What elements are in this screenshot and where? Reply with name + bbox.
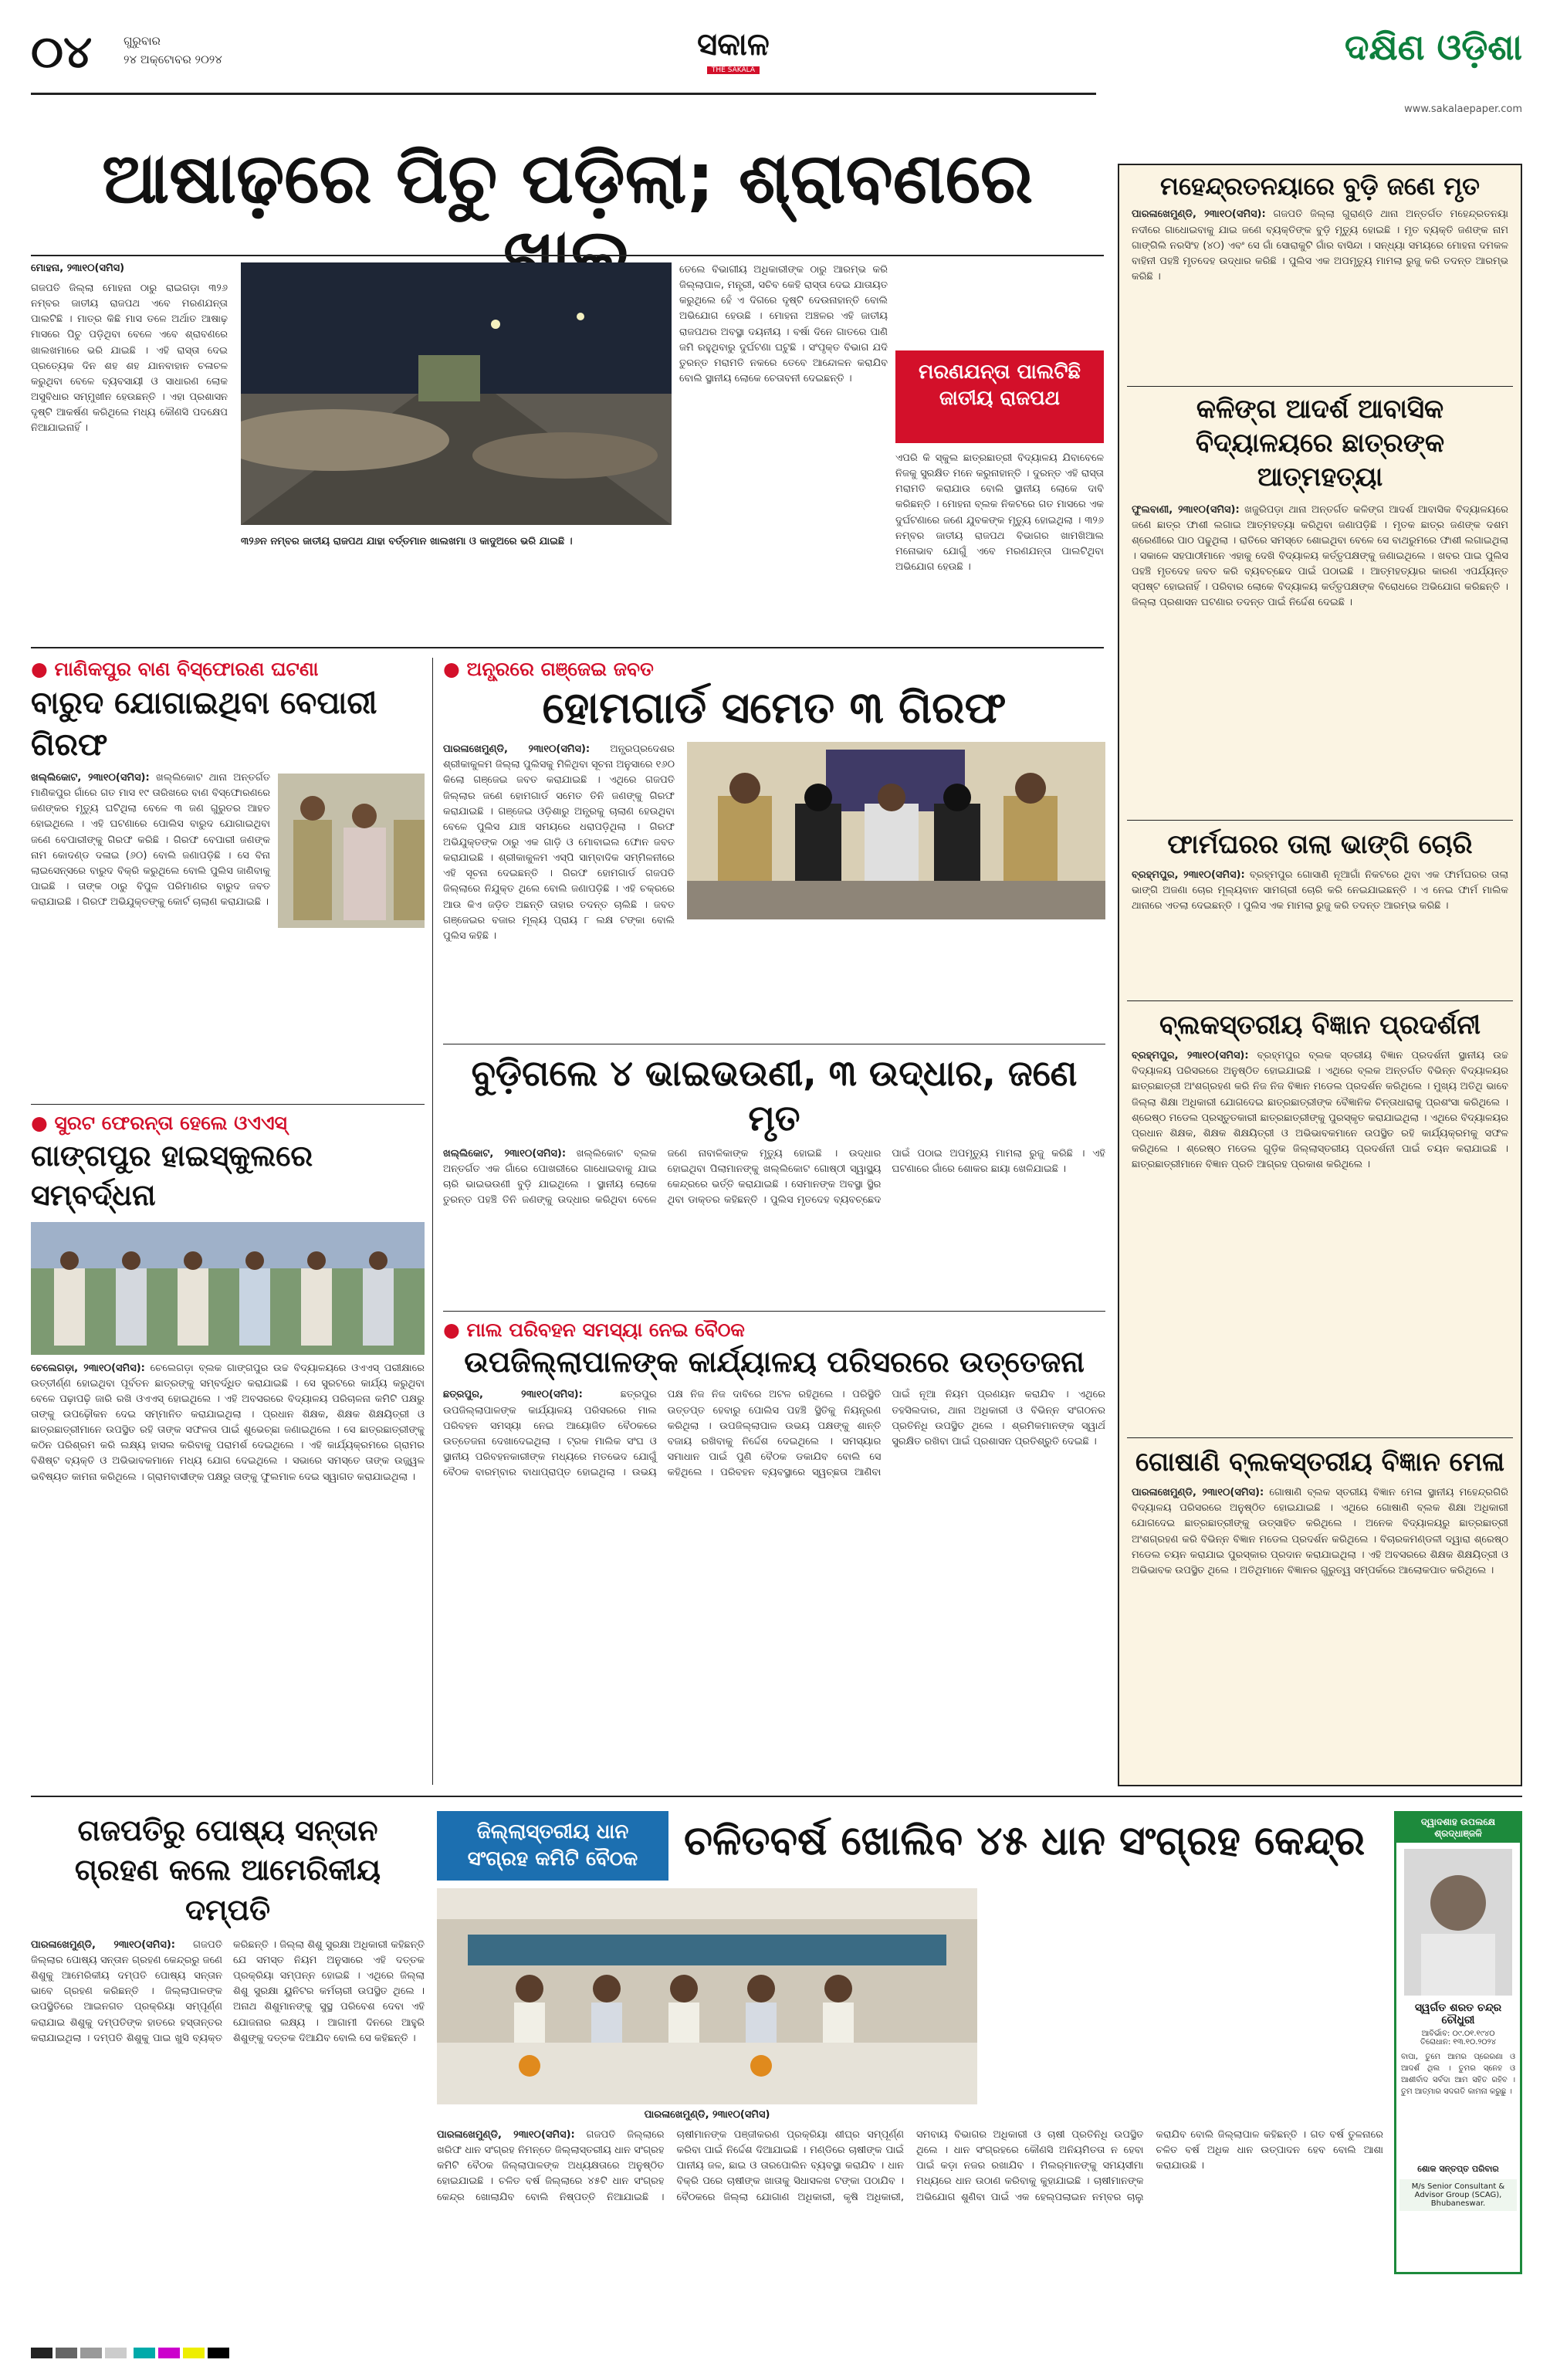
right-story-4-dateline: ବ୍ରହ୍ମପୁର, ୨୩ା୧୦(ସମିସ): — [1132, 1050, 1249, 1062]
arrest-photo — [278, 774, 425, 928]
right-rule-4 — [1127, 1437, 1513, 1438]
lead-col1: ଗଜପତି ଜିଲ୍ଲା ମୋହନା ଠାରୁ ରାଇଗଡ଼ା ୩୨୬ ନମ୍ବର ଜାତୀୟ ରାଜପଥ ଏବେ ମରଣଯନ୍ତା ପାଲଟିଛି । ମାତ୍ର କିଛି ମାସ ତଳେ ଅର୍ଥାତ ଆଷାଢ଼ ମାସରେ ପିଚୁ ପଡ଼ିଥିବା ବେଳେ ଏବେ ଶ୍ରାବଣରେ ଖାଲଖମାରେ ଭରି ଯାଇଛି । ଏହି ରାସ୍ତା ଦେଇ ପ୍ରତ୍ୟେକ ଦିନ ଶହ ଶହ ଯାନବାହାନ ଚଳାଚଳ କରୁଥିବା ବେଳେ ବ୍ୟବସାୟୀ ଓ ସାଧାରଣ ଲୋକ ଅସୁବିଧାର ସମ୍ମୁଖୀନ ହେଉଛନ୍ତି । ଏହା ପ୍ରଶାସନ ଦୃଷ୍ଟି ଆକର୍ଷଣ କରିଥିଲେ ମଧ୍ୟ କୌଣସି ପଦକ୍ଷେପ ନିଆଯାଇନାହିଁ । — [31, 283, 228, 435]
right-story-2-dateline: ଫୁଲବାଣୀ, ୨୩ା୧୦(ସମିସ): — [1132, 503, 1240, 516]
lead-col3: ତେଲେ ବିଭାଗୀୟ ଅଧିକାରୀଙ୍କ ଠାରୁ ଆରମ୍ଭ କରି ଜିଲ୍ଲାପାଳ, ମନ୍ତ୍ରୀ, ସଚିବ କେହି ରାସ୍ତା ଦେଇ ଯାତାୟତ କରୁଥିଲେ ହେଁ ଏ ଦିଗରେ ଦୃଷ୍ଟି ଦେଉନାହାନ୍ତି ବୋଲି ଅଭିଯୋଗ ହେଉଛି । ମୋହନା ଅଞ୍ଚଳର ଏହି ଜାତୀୟ ରାଜପଥର ଅବସ୍ଥା ଦୟନୀୟ । ବର୍ଷା ଦିନେ ଗାତରେ ପାଣି ଜମି ରହୁଥିବାରୁ ଦୁର୍ଘଟଣା ଘଟୁଛି । ସଂପୃକ୍ତ ବିଭାଗ ଯଦି ତୁରନ୍ତ ମରାମତି ନକରେ ତେବେ ଆନ୍ଦୋଳନ କରାଯିବ ବୋଲି ସ୍ଥାନୀୟ ଲୋକେ ଚେତାବନୀ ଦେଇଛନ୍ତି । — [679, 264, 888, 384]
paper-logo — [648, 29, 818, 75]
ad-text: ବାପା, ତୁମେ ଆମର ପ୍ରେରଣା ଓ ଆଦର୍ଶ ଥିଲ । ତୁମର ସ୍ନେହ ଓ ଆଶୀର୍ବାଦ ସର୍ବଦା ଆମ ସହିତ ରହିବ । ତୁମ ଆତ୍ମାର ସଦଗତି କାମନା କରୁଛୁ । — [1401, 2053, 1515, 2096]
left-story-2-body — [31, 1361, 425, 1793]
right-story-4-head: ବ୍ଲକସ୍ତରୀୟ ବିଜ୍ଞାନ ପ୍ରଦର୍ଶନୀ — [1159, 1010, 1481, 1041]
lead-dateline: ମୋହନା, ୨୩ା୧୦(ସମିସ) — [31, 262, 125, 274]
center-story-1-dateline: ପାରଳାଖେମୁଣ୍ଡି, ୨୩ା୧୦(ସମିସ): — [443, 743, 591, 756]
left-story-1-kicker: ● ମାଣିକପୁର ବାଣ ବିସ୍ଫୋରଣ ଘଟଣା — [31, 658, 425, 681]
website: www.sakalaepaper.com — [1404, 103, 1522, 115]
ad-birth: ଆବିର୍ଭାବ: ୦୯.୦୧.୧୯୪୦ — [1421, 2030, 1495, 2038]
lead-headline: ଆଷାଢ଼ରେ ପିଚୁ ପଡ଼ିଲା; ଶ୍ରାବଣରେ — [101, 138, 1034, 219]
right-story-5-head: ଗୋଷାଣି ବ୍ଲକସ୍ତରୀୟ ବିଜ୍ଞାନ ମେଳା — [1135, 1447, 1504, 1478]
lead-kicker-text: ମରଣଯନ୍ତା ପାଲଟିଛି ଜାତୀୟ ରାଜପଥ — [919, 361, 1081, 410]
lead-kicker-box — [895, 350, 1104, 443]
left-story-1-text: ଖଲ୍ଲିକୋଟ ଥାନା ଅନ୍ତର୍ଗତ ମାଣିକପୁର ଗାଁରେ ଗତ ମାସ ୧୯ ତାରିଖରେ ବାଣ ବିସ୍ଫୋରଣରେ ଜଣଙ୍କର ମୃତ୍ୟୁ ଘଟିଥିଲା ବେଳେ ୩ ଜଣ ଗୁରୁତର ଆହତ ହୋଇଥିଲେ । ଏହି ଘଟଣାରେ ପୋଲିସ ବାରୁଦ ଯୋଗାଇଥିବା ଜଣେ ବେପାରୀଙ୍କୁ ଗିରଫ କରିଛି । ଗିରଫ ବେପାରୀ ଜଣଙ୍କ ନାମ କୋଦଣ୍ଡ ଦଳାଇ (୬୦) ବୋଲି ଜଣାପଡ଼ିଛି । ସେ ବିନା ଲାଇସେନ୍ସରେ ବାରୁଦ ବିକ୍ରି କରୁଥିଲେ ବୋଲି ପୁଲିସ ଜାଣିବାକୁ ପାଇଛି । ତାଙ୍କ ଠାରୁ ବିପୁଳ ପରିମାଣର ବାରୁଦ ଜବତ କରାଯାଇଛି । ଗିରଫ ଅଭିଯୁକ୍ତଙ୍କୁ କୋର୍ଟ ଚାଲାଣ କରାଯାଇଛି । — [31, 772, 270, 909]
right-story-5-text: ଗୋଷାଣି ବ୍ଲକ ସ୍ତରୀୟ ବିଜ୍ଞାନ ମେଳା ସ୍ଥାନୀୟ ମହେନ୍ଦ୍ରଗିରି ବିଦ୍ୟାଳୟ ପରିସରରେ ଅନୁଷ୍ଠିତ ହୋଇଯାଇଛି । ଏଥିରେ ଗୋଷାଣି ବ୍ଲକ ଶିକ୍ଷା ଅଧିକାରୀ ଯୋଗଦେଇ ଛାତ୍ରଛାତ୍ରୀଙ୍କୁ ଉତ୍ସାହିତ କରିଥିଲେ । ଅନେକ ବିଦ୍ୟାଳୟରୁ ଛାତ୍ରଛାତ୍ରୀ ଅଂଶଗ୍ରହଣ କରି ବିଭିନ୍ନ ବିଜ୍ଞାନ ମଡେଲ ପ୍ରଦର୍ଶନ କରିଥିଲେ । ବିଚାରକମଣ୍ଡଳୀ ଦ୍ୱାରା ଶ୍ରେଷ୍ଠ ମଡେଲ ଚୟନ କରାଯାଇ ପୁରସ୍କାର ପ୍ରଦାନ କରାଯାଇଥିଲା । ଏହି ଅବସରରେ ଶିକ୍ଷକ ଶିକ୍ଷୟିତ୍ରୀ ଓ ଅଭିଭାବକ ଉପସ୍ଥିତ ଥିଲେ । ଅତିଥିମାନେ ବିଜ୍ଞାନର ଗୁରୁତ୍ୱ ସମ୍ପର୍କରେ ଆଲୋକପାତ କରିଥିଲେ । — [1132, 1487, 1508, 1576]
center-rule-2 — [443, 1311, 1105, 1312]
paper-name: ସକାଳ — [697, 27, 770, 63]
bottom-story-1-dateline: ପାରଳାଖେମୁଣ୍ଡି, ୨୩ା୧୦(ସମିସ): — [31, 1938, 175, 1951]
right-rule-2 — [1127, 820, 1513, 821]
left-story-1 — [31, 658, 425, 1164]
right-rule-1 — [1127, 386, 1513, 387]
left-story-1-photo — [278, 774, 425, 928]
lead-photo-caption: ୩୨୬ନ ନମ୍ବର ଜାତୀୟ ରାଜପଥ ଯାହା ବର୍ତ୍ତମାନ ଖାଲଖମା ଓ କାଦୁଅରେ ଭରି ଯାଇଛି । — [241, 536, 573, 547]
right-story-1-text: ଗଜପତି ଜିଲ୍ଲା ଗୁରାଣ୍ଡି ଥାନା ଅନ୍ତର୍ଗତ ମହେନ୍ଦ୍ରତନୟା ନଦୀରେ ଗାଧୋଇବାକୁ ଯାଇ ଜଣେ ବ୍ୟକ୍ତିଙ୍କ ବୁଡ଼ି ମୃତ୍ୟୁ ହୋଇଛି । ମୃତ ବ୍ୟକ୍ତି ଜଣଙ୍କ ନାମ ଗାଙ୍ଗିଲି ନରସିଂହ (୪୦) ଏବଂ ସେ ଗାଁ ସୋରାକୁଟି ଗାଁର ବାସିନ୍ଦା । ସନ୍ଧ୍ୟା ସମୟରେ ମୋହନା ଦମକଳ ବାହିନୀ ପହଞ୍ଚି ମୃତଦେହ ଉଦ୍ଧାର କରିଛି । ପୁଲିସ ଏକ ଅପମୃତ୍ୟୁ ମାମଲା ରୁଜୁ କରି ତଦନ୍ତ ଆରମ୍ଭ କରିଛି । — [1132, 208, 1508, 283]
center-story-3 — [443, 1319, 1105, 1773]
center-story-2-text: ଖଲ୍ଲିକୋଟ ବ୍ଲକ ଅନ୍ତର୍ଗତ ଏକ ଗାଁରେ ପୋଖରୀରେ ଗାଧୋଇବାକୁ ଯାଇ ଚାରି ଭାଇଭଉଣୀ ବୁଡ଼ି ଯାଇଥିଲେ । ସ୍ଥାନୀୟ ଲୋକେ ତୁରନ୍ତ ପହଞ୍ଚି ତିନି ଜଣଙ୍କୁ ଉଦ୍ଧାର କରିଥିବା ବେଳେ ଜଣେ ନାବାଳିକାଙ୍କ ମୃତ୍ୟୁ ହୋଇଛି । ଉଦ୍ଧାର ହୋଇଥିବା ପିଲାମାନଙ୍କୁ ଖଲ୍ଲିକୋଟ ଗୋଷ୍ଠୀ ସ୍ୱାସ୍ଥ୍ୟ କେନ୍ଦ୍ରରେ ଭର୍ତ୍ତି କରାଯାଇଛି । ସେମାନଙ୍କ ଅବସ୍ଥା ସ୍ଥିର ଥିବା ଡାକ୍ତର କହିଛନ୍ତି । ପୁଲିସ ମୃତଦେହ ବ୍ୟବଚ୍ଛେଦ ପାଇଁ ପଠାଇ ଅପମୃତ୍ୟୁ ମାମଲା ରୁଜୁ କରିଛି । ଏହି ଘଟଣାରେ ଗାଁରେ ଶୋକର ଛାୟା ଖେଳିଯାଇଛି । — [443, 1148, 1105, 1207]
bottom-story-2-body — [437, 2128, 1383, 2336]
bottom-story-2-dateline: ପାରଳାଖେମୁଣ୍ଡି, ୨୩ା୧୦(ସମିସ): — [437, 2129, 575, 2141]
paper-tagline: THE SAKALA — [707, 66, 760, 74]
ad-family-label: ଶୋକ ସନ୍ତପ୍ତ ପରିବାର — [1417, 2164, 1499, 2174]
police-press-photo — [687, 742, 1105, 919]
ad-company: M/s Senior Consultant & Advisor Group (SCAG), Bhubaneswar. — [1399, 2179, 1517, 2211]
lead-col4: ଏପରି କି ସ୍କୁଲ ଛାତ୍ରଛାତ୍ରୀ ବିଦ୍ୟାଳୟ ଯିବାବେଳେ ନିଜକୁ ସୁରକ୍ଷିତ ମନେ କରୁନାହାନ୍ତି । ଦୁରନ୍ତ ଏହି ରାସ୍ତା ମରାମତି କରାଯାଉ ବୋଲି ସ୍ଥାନୀୟ ଲୋକେ ଦାବି କରିଛନ୍ତି । ମୋହନା ବ୍ଲକ ନିକଟରେ ଗତ ମାସରେ ଏକ ଦୁର୍ଘଟଣାରେ ଜଣେ ଯୁବକଙ୍କ ମୃତ୍ୟୁ ହୋଇଥିଲା । ୩୨୬ ନମ୍ବର ଜାତୀୟ ରାଜପଥ ବିଭାଗର ଖାମଖିଆଲ ମନୋଭାବ ଯୋଗୁଁ ଏବେ ମରଣଯନ୍ତା ପାଲଟିଥିବା ଅଭିଯୋଗ ହେଉଛି । — [895, 452, 1104, 573]
print-registration-strip — [31, 2347, 1522, 2362]
left-story-2-text: ଚେଲେଗଡ଼ା ବ୍ଲକ ଗାଙ୍ଗପୁର ଉଚ୍ଚ ବିଦ୍ୟାଳୟରେ ଓଏଏସ୍ ପରୀକ୍ଷାରେ ଉତ୍ତୀର୍ଣ୍ଣ ହୋଇଥିବା ପୂର୍ବତନ ଛାତ୍ରଙ୍କୁ ସମ୍ବର୍ଦ୍ଧିତ କରାଯାଇଛି । ସେ ସୁରଟରେ କାର୍ଯ୍ୟ କରୁଥିବା ବେଳେ ପଢ଼ାପଢ଼ି ଜାରି ରଖି ଓଏଏସ୍ ହୋଇଥିଲେ । ଏହି ଅବସରରେ ବିଦ୍ୟାଳୟ ପରିଚାଳନା କମିଟି ପକ୍ଷରୁ ତାଙ୍କୁ ଉପଢ଼ୌକନ ଦେଇ ସମ୍ମାନିତ କରାଯାଇଥିଲା । ପ୍ରଧାନ ଶିକ୍ଷକ, ଶିକ୍ଷକ ଶିକ୍ଷୟିତ୍ରୀ ଓ ଛାତ୍ରଛାତ୍ରୀମାନେ ଉପସ୍ଥିତ ରହି ତାଙ୍କ ସଫଳତା ପାଇଁ ଶୁଭେଚ୍ଛା ଜଣାଇଥିଲେ । ସେ ଛାତ୍ରଛାତ୍ରୀଙ୍କୁ କଠିନ ପରିଶ୍ରମ କରି ଲକ୍ଷ୍ୟ ହାସଲ କରିବାକୁ ପରାମର୍ଶ ଦେଇଥିଲେ । ଏହି କାର୍ଯ୍ୟକ୍ରମରେ ଗ୍ରାମର ବିଶିଷ୍ଟ ବ୍ୟକ୍ତି ଓ ଅଭିଭାବକମାନେ ମଧ୍ୟ ଯୋଗ ଦେଇଥିଲେ । ସଭାରେ ସମସ୍ତେ ତାଙ୍କ ଉଜ୍ଜ୍ୱଳ ଭବିଷ୍ୟତ କାମନା କରିଥିଲେ । ଗ୍ରାମବାସୀଙ୍କ ପକ୍ଷରୁ ତାଙ୍କୁ ଫୁଲମାଳ ଦେଇ ସ୍ୱାଗତ କରାଯାଇଥିଲା । — [31, 1362, 425, 1483]
bottom-story-1 — [31, 1811, 425, 2362]
center-story-1-columns — [443, 742, 1105, 1020]
right-story-5 — [1132, 1445, 1508, 1771]
right-story-5-dateline: ପାରଳାଖେମୁଣ୍ଡି, ୨୩ା୧୦(ସମିସ): — [1132, 1487, 1264, 1499]
left-story-2-photo — [31, 1222, 425, 1355]
left-story-2-dateline: ଚେଲେଗଡ଼ା, ୨୩ା୧୦(ସମିସ): — [31, 1362, 145, 1374]
right-story-1-dateline: ପାରଳାଖେମୁଣ୍ଡି, ୨୩ା୧୦(ସମିସ): — [1132, 208, 1266, 221]
center-story-1-body — [443, 742, 675, 1020]
main-bottom-rule — [31, 1796, 1522, 1797]
right-story-3-body — [1132, 868, 1508, 991]
center-story-3-text: ଛତ୍ରପୁର ଉପଜିଲ୍ଲାପାଳଙ୍କ କାର୍ଯ୍ୟାଳୟ ପରିସରରେ ମାଲ ପରିବହନ ସମସ୍ୟା ନେଇ ଆୟୋଜିତ ବୈଠକରେ ଉତ୍ତେଜନା ଦେଖାଦେଇଥିଲା । ଟ୍ରକ ମାଲିକ ସଂଘ ଓ ସ୍ଥାନୀୟ ପରିବହନକାରୀଙ୍କ ମଧ୍ୟରେ ମତଭେଦ ଯୋଗୁଁ ବୈଠକ ବାରମ୍ବାର ବାଧାପ୍ରାପ୍ତ ହୋଇଥିଲା । ଉଭୟ ପକ୍ଷ ନିଜ ନିଜ ଦାବିରେ ଅଟଳ ରହିଥିଲେ । ପରିସ୍ଥିତି ଉତ୍ତପ୍ତ ହେବାରୁ ପୋଲିସ ପହଞ୍ଚି ସ୍ଥିତିକୁ ନିୟନ୍ତ୍ରଣ କରିଥିଲା । ଉପଜିଲ୍ଲାପାଳ ଉଭୟ ପକ୍ଷଙ୍କୁ ଶାନ୍ତି ବଜାୟ ରଖିବାକୁ ନିର୍ଦ୍ଦେଶ ଦେଇଥିଲେ । ସମସ୍ୟାର ସମାଧାନ ପାଇଁ ପୁଣି ବୈଠକ ଡକାଯିବ ବୋଲି ସେ କହିଥିଲେ । ପରିବହନ ବ୍ୟବସ୍ଥାରେ ସ୍ୱଚ୍ଛତା ଆଣିବା ପାଇଁ ନୂଆ ନିୟମ ପ୍ରଣୟନ କରାଯିବ । ଏଥିରେ ତହସିଲଦାର, ଥାନା ଅଧିକାରୀ ଓ ବିଭିନ୍ନ ସଂଗଠନର ପ୍ରତିନିଧି ଉପସ୍ଥିତ ଥିଲେ । ଶ୍ରମିକମାନଙ୍କ ସ୍ୱାର୍ଥ ସୁରକ୍ଷିତ ରଖିବା ପାଇଁ ପ୍ରଶାସନ ପ୍ରତିଶ୍ରୁତି ଦେଇଛି । — [443, 1389, 1105, 1479]
right-story-2-head: କଳିଙ୍ଗ ଆଦର୍ଶ ଆବାସିକ ବିଦ୍ୟାଳୟରେ ଛାତ୍ରଙ୍କ ଆତ୍ମହତ୍ୟା — [1195, 394, 1445, 493]
center-story-1-kicker: ● ଅନ୍ଧ୍ରରେ ଗଞ୍ଜେଇ ଜବତ — [443, 658, 1105, 681]
center-story-3-dateline: ଛତ୍ରପୁର, ୨୩ା୧୦(ସମିସ): — [443, 1389, 583, 1401]
left-story-1-head: ବାରୁଦ ଯୋଗାଇଥିବା ବେପାରୀ ଗିରଫ — [31, 686, 377, 763]
right-story-1-body — [1132, 207, 1508, 343]
ad-portrait — [1404, 1849, 1512, 1996]
lead-photo — [241, 262, 672, 525]
ad-top-line: ଦ୍ୱାଦଶାହ ଉପଲକ୍ଷେ ଶ୍ରଦ୍ଧାଞ୍ଜଳି — [1396, 1813, 1520, 1843]
center-story-3-kicker: ● ମାଲ ପରିବହନ ସମସ୍ୟା ନେଇ ବୈଠକ — [443, 1319, 1105, 1342]
lead-bottom-rule — [31, 647, 1104, 648]
right-story-1-head: ମହେନ୍ଦ୍ରତନୟାରେ ବୁଡ଼ି ଜଣେ ମୃତ — [1160, 171, 1480, 201]
paddy-tag-box — [437, 1811, 668, 1881]
center-story-2-head: ବୁଡ଼ିଗଲେ ୪ ଭାଇଭଉଣୀ, ୩ ଉଦ୍ଧାର, ଜଣେ ମୃତ — [471, 1052, 1078, 1139]
left-rule-1 — [31, 1104, 425, 1105]
center-story-1-photo — [687, 742, 1105, 919]
masthead-rule — [31, 93, 1096, 95]
masthead — [31, 25, 1522, 115]
center-story-3-head: ଉପଜିଲ୍ଲାପାଳଙ୍କ କାର୍ଯ୍ୟାଳୟ ପରିସରରେ ଉତ୍ତେଜନା — [464, 1345, 1085, 1379]
bottom-story-2-head: ଚଳିତବର୍ଷ ଖୋଲିବ ୪୫ ଧାନ ସଂଗ୍ରହ କେନ୍ଦ୍ର — [684, 1818, 1366, 1864]
bottom-story-1-text: ଗଜପତି ଜିଲ୍ଲାର ପୋଷ୍ୟ ସନ୍ତାନ ଗ୍ରହଣ କେନ୍ଦ୍ରରୁ ଜଣେ ଶିଶୁକୁ ଆମେରିକୀୟ ଦମ୍ପତି ପୋଷ୍ୟ ସନ୍ତାନ ଭାବେ ଗ୍ରହଣ କରିଛନ୍ତି । ଜିଲ୍ଲାପାଳଙ୍କ ଉପସ୍ଥିତିରେ ଆଇନଗତ ପ୍ରକ୍ରିୟା ସମ୍ପୂର୍ଣ୍ଣ କରାଯାଇ ଶିଶୁକୁ ଦମ୍ପତିଙ୍କ ହାତରେ ହସ୍ତାନ୍ତର କରାଯାଇଥିଲା । ଦମ୍ପତି ଶିଶୁକୁ ପାଇ ଖୁସି ବ୍ୟକ୍ତ କରିଛନ୍ତି । ଜିଲ୍ଲା ଶିଶୁ ସୁରକ୍ଷା ଅଧିକାରୀ କହିଛନ୍ତି ଯେ ସମସ୍ତ ନିୟମ ଅନୁସାରେ ଏହି ଦତ୍ତକ ପ୍ରକ୍ରିୟା ସମ୍ପନ୍ନ ହୋଇଛି । ଏଥିରେ ଜିଲ୍ଲା ଶିଶୁ ସୁରକ୍ଷା ୟୁନିଟର କର୍ମଚାରୀ ଉପସ୍ଥିତ ଥିଲେ । ଅନାଥ ଶିଶୁମାନଙ୍କୁ ସୁସ୍ଥ ପରିବେଶ ଦେବା ଏହି ଯୋଜନାର ଲକ୍ଷ୍ୟ । ଆଗାମୀ ଦିନରେ ଆହୁରି ଶିଶୁଙ୍କୁ ଦତ୍ତକ ଦିଆଯିବ ବୋଲି ସେ କହିଛନ୍ତି । — [31, 1938, 425, 2044]
left-story-1-body — [31, 770, 425, 1164]
right-story-2 — [1132, 392, 1508, 765]
meeting-photo — [437, 1888, 977, 2104]
right-story-3-dateline: ବ୍ରହ୍ମପୁର, ୨୩ା୧୦(ସମିସ): — [1132, 869, 1245, 882]
left-story-2-kicker: ● ସୁରଟ ଫେରନ୍ତା ହେଲେ ଓଏଏସ୍ — [31, 1112, 425, 1135]
right-story-3 — [1132, 828, 1508, 991]
right-story-5-body — [1132, 1485, 1508, 1771]
left-story-2-head: ଗାଙ୍ଗପୁର ହାଇସ୍କୁଲରେ ସମ୍ବର୍ଦ୍ଧନା — [31, 1139, 313, 1213]
paddy-photo — [437, 1888, 977, 2104]
ad-death: ତିରୋଧାନ: ୧୩.୧୦.୨୦୨୪ — [1420, 2038, 1497, 2047]
left-story-1-dateline: ଖଲ୍ଲିକୋଟ, ୨୩ା୧୦(ସମିସ): — [31, 772, 150, 784]
center-story-1 — [443, 658, 1105, 1020]
paddy-photo-caption: ପାରଳାଖେମୁଣ୍ଡି, ୨୩ା୧୦(ସମିସ) — [644, 2109, 770, 2121]
right-story-4-text: ବ୍ରହ୍ମପୁର ବ୍ଲକ ସ୍ତରୀୟ ବିଜ୍ଞାନ ପ୍ରଦର୍ଶନୀ ସ୍ଥାନୀୟ ଉଚ୍ଚ ବିଦ୍ୟାଳୟ ପରିସରରେ ଅନୁଷ୍ଠିତ ହୋଇଯାଇଛି । ଏଥିରେ ବ୍ଲକ ଅନ୍ତର୍ଗତ ବିଭିନ୍ନ ବିଦ୍ୟାଳୟର ଛାତ୍ରଛାତ୍ରୀ ଅଂଶଗ୍ରହଣ କରି ନିଜ ନିଜ ବିଜ୍ଞାନ ମଡେଲ ପ୍ରଦର୍ଶନ କରିଥିଲେ । ମୁଖ୍ୟ ଅତିଥି ଭାବେ ଜିଲ୍ଲା ଶିକ୍ଷା ଅଧିକାରୀ ଯୋଗଦେଇ ଛାତ୍ରଛାତ୍ରୀଙ୍କ ବୈଜ୍ଞାନିକ ଚିନ୍ତାଧାରାକୁ ପ୍ରଶଂସା କରିଥିଲେ । ଶ୍ରେଷ୍ଠ ମଡେଲ ପ୍ରସ୍ତୁତକାରୀ ଛାତ୍ରଛାତ୍ରୀଙ୍କୁ ପୁରସ୍କୃତ କରାଯାଇଥିଲା । ଏଥିରେ ବିଦ୍ୟାଳୟର ପ୍ରଧାନ ଶିକ୍ଷକ, ଶିକ୍ଷକ ଶିକ୍ଷୟିତ୍ରୀ ଓ ଅଭିଭାବକମାନେ ଉପସ୍ଥିତ ରହି କାର୍ଯ୍ୟକ୍ରମକୁ ସଫଳ କରିଥିଲେ । ଶ୍ରେଷ୍ଠ ମଡେଲ ଗୁଡ଼ିକ ଜିଲ୍ଲାସ୍ତରୀୟ ପ୍ରଦର୍ଶନୀ ପାଇଁ ଚୟନ କରାଯାଇଛି । ଛାତ୍ରଛାତ୍ରୀମାନେ ବିଜ୍ଞାନ ପ୍ରତି ଆଗ୍ରହ ପ୍ରକାଶ କରିଥିଲେ । — [1132, 1050, 1508, 1171]
right-story-1 — [1132, 171, 1508, 343]
center-story-2 — [443, 1051, 1105, 1339]
highway-photo — [241, 262, 672, 525]
center-story-3-body — [443, 1387, 1105, 1773]
portrait-image — [1404, 1849, 1512, 1996]
right-story-4-body — [1132, 1048, 1508, 1434]
left-story-2 — [31, 1112, 425, 1793]
issue-day: ଗୁରୁବାର — [124, 34, 161, 48]
bottom-story-2-text: ଗଜପତି ଜିଲ୍ଲାରେ ଖରିଫ ଧାନ ସଂଗ୍ରହ ନିମନ୍ତେ ଜିଲ୍ଲାସ୍ତରୀୟ ଧାନ ସଂଗ୍ରହ କମିଟି ବୈଠକ ଜିଲ୍ଲାପାଳଙ୍କ ଅଧ୍ୟକ୍ଷତାରେ ଅନୁଷ୍ଠିତ ହୋଇଯାଇଛି । ଚଳିତ ବର୍ଷ ଜିଲ୍ଲାରେ ୪୫ଟି ଧାନ ସଂଗ୍ରହ କେନ୍ଦ୍ର ଖୋଲାଯିବ ବୋଲି ନିଷ୍ପତ୍ତି ନିଆଯାଇଛି । ଚାଷୀମାନଙ୍କ ପଞ୍ଜୀକରଣ ପ୍ରକ୍ରିୟା ଶୀଘ୍ର ସମ୍ପୂର୍ଣ୍ଣ କରିବା ପାଇଁ ନିର୍ଦ୍ଦେଶ ଦିଆଯାଇଛି । ମଣ୍ଡିରେ ଚାଷୀଙ୍କ ପାଇଁ ପାନୀୟ ଜଳ, ଛାଇ ଓ ତାରପୋଲିନ ବ୍ୟବସ୍ଥା କରାଯିବ । ଧାନ ବିକ୍ରି ପରେ ଚାଷୀଙ୍କ ଖାତାକୁ ସିଧାସଳଖ ଟଙ୍କା ପଠାଯିବ । ବୈଠକରେ ଜିଲ୍ଲା ଯୋଗାଣ ଅଧିକାରୀ, କୃଷି ଅଧିକାରୀ, ସମବାୟ ବିଭାଗର ଅଧିକାରୀ ଓ ଚାଷୀ ପ୍ରତିନିଧି ଉପସ୍ଥିତ ଥିଲେ । ଧାନ ସଂଗ୍ରହରେ କୌଣସି ଅନିୟମିତତା ନ ହେବା ପାଇଁ କଡ଼ା ନଜର ରଖାଯିବ । ମିଲର୍‌ମାନଙ୍କୁ ସମୟସୀମା ମଧ୍ୟରେ ଧାନ ଉଠାଣ କରିବାକୁ କୁହାଯାଇଛି । ଚାଷୀମାନଙ୍କ ଅଭିଯୋଗ ଶୁଣିବା ପାଇଁ ଏକ ହେଲ୍ପଲାଇନ ନମ୍ବର ଚାଲୁ କରାଯିବ ବୋଲି ଜିଲ୍ଲାପାଳ କହିଛନ୍ତି । ଗତ ବର୍ଷ ତୁଳନାରେ ଚଳିତ ବର୍ଷ ଅଧିକ ଧାନ ଉତ୍ପାଦନ ହେବ ବୋଲି ଆଶା କରାଯାଉଛି । — [437, 2129, 1383, 2203]
right-story-2-text: ଖଜୁରିପଡ଼ା ଥାନା ଅନ୍ତର୍ଗତ କଳିଙ୍ଗ ଆଦର୍ଶ ଆବାସିକ ବିଦ୍ୟାଳୟରେ ଜଣେ ଛାତ୍ର ଫାଶୀ ଲଗାଇ ଆତ୍ମହତ୍ୟା କରିଥିବା ଜଣାପଡ଼ିଛି । ମୃତକ ଛାତ୍ର ଜଣଙ୍କ ଦଶମ ଶ୍ରେଣୀରେ ପାଠ ପଢୁଥିଲା । ରାତିରେ ସମସ୍ତେ ଶୋଇଥିବା ବେଳେ ସେ ବାଥରୁମରେ ଫାଶୀ ଲଗାଇଥିଲା । ସକାଳେ ସହପାଠୀମାନେ ଏହାକୁ ଦେଖି ବିଦ୍ୟାଳୟ କର୍ତ୍ତୃପକ୍ଷଙ୍କୁ ଜଣାଇଥିଲେ । ଖବର ପାଇ ପୁଲିସ ପହଞ୍ଚି ମୃତଦେହ ଜବତ କରି ବ୍ୟବଚ୍ଛେଦ ପାଇଁ ପଠାଇଛି । ଆତ୍ମହତ୍ୟାର କାରଣ ଏପର୍ଯ୍ୟନ୍ତ ସ୍ପଷ୍ଟ ହୋଇନାହିଁ । ପରିବାର ଲୋକେ ବିଦ୍ୟାଳୟ କର୍ତ୍ତୃପକ୍ଷଙ୍କ ବିରୋଧରେ ଅଭିଯୋଗ କରିଛନ୍ତି । ଜିଲ୍ଲା ପ୍ରଶାସନ ଘଟଣାର ତଦନ୍ତ ପାଇଁ ନିର୍ଦ୍ଦେଶ ଦେଇଛି । — [1132, 503, 1508, 609]
left-center-divider — [432, 658, 433, 1785]
center-story-2-dateline: ଖଲ୍ଲିକୋଟ, ୨୩ା୧୦(ସମିସ): — [443, 1148, 567, 1160]
lead-rule — [31, 255, 1104, 256]
right-story-3-text: ବ୍ରହ୍ମପୁର ଗୋସାଣି ନୂଆଗାଁ ନିକଟରେ ଥିବା ଏକ ଫାର୍ମଘରର ତାଲା ଭାଙ୍ଗି ଅଜଣା ଚୋର ମୂଲ୍ୟବାନ ସାମଗ୍ରୀ ଚୋରି କରି ନେଇଯାଇଛନ୍ତି । ଏ ନେଇ ଫାର୍ମ ମାଲିକ ଥାନାରେ ଏତଲା ଦେଇଛନ୍ତି । ପୁଲିସ ଏକ ମାମଲା ରୁଜୁ କରି ତଦନ୍ତ ଆରମ୍ଭ କରିଛି । — [1132, 869, 1508, 912]
right-story-2-body — [1132, 503, 1508, 765]
paddy-tag-text: ଜିଲ୍ଲାସ୍ତରୀୟ ଧାନ ସଂଗ୍ରହ କମିଟି ବୈଠକ — [467, 1820, 638, 1871]
right-story-4 — [1132, 1008, 1508, 1434]
felicitation-photo — [31, 1222, 425, 1355]
center-story-1-head: ହୋମଗାର୍ଡ ସମେତ ୩ ଗିରଫ — [542, 683, 1007, 733]
bottom-story-1-body — [31, 1938, 425, 2362]
right-story-3-head: ଫାର୍ମଘରର ତାଲା ଭାଙ୍ଗି ଚୋରି — [1167, 829, 1473, 860]
section-title: ଦକ୍ଷିଣ ଓଡ଼ିଶା — [1344, 26, 1522, 68]
obituary-ad — [1394, 1811, 1522, 2274]
right-rule-3 — [1127, 1000, 1513, 1001]
ad-name: ସ୍ୱର୍ଗତ ଶରତ ଚନ୍ଦ୍ର ଚୌଧୁରୀ — [1414, 2002, 1502, 2026]
bottom-story-1-head: ଗଜପତିରୁ ପୋଷ୍ୟ ସନ୍ତାନ ଗ୍ରହଣ କଲେ ଆମେରିକୀୟ ଦମ୍ପତି — [74, 1813, 381, 1927]
page-number: ୦୪ — [31, 25, 93, 78]
issue-date: ୨୪ ଅକ୍ଟୋବର ୨୦୨୪ — [124, 52, 222, 66]
center-story-1-text: ଅନ୍ଧ୍ରପ୍ରଦେଶର ଶ୍ରୀକାକୁଳମ ଜିଲ୍ଲା ପୁଲିସକୁ ମିଳିଥିବା ସୂଚନା ଅନୁସାରେ ୧୬୦ କିଲୋ ଗଞ୍ଜେଇ ଜବତ କରାଯାଇଛି । ଏଥିରେ ଗଜପତି ଜିଲ୍ଲାର ଜଣେ ହୋମଗାର୍ଡ ସମେତ ତିନି ଜଣଙ୍କୁ ଗିରଫ କରାଯାଇଛି । ଗଞ୍ଜେଇ ଓଡ଼ିଶାରୁ ଅନ୍ଧ୍ରକୁ ଚାଲାଣ ହେଉଥିବା ବେଳେ ପୁଲିସ ଯାଞ୍ଚ ସମୟରେ ଧରାପଡ଼ିଥିଲା । ଗିରଫ ଅଭିଯୁକ୍ତଙ୍କ ଠାରୁ ଏକ ଗାଡ଼ି ଓ ମୋବାଇଲ ଫୋନ ଜବତ କରାଯାଇଛି । ଶ୍ରୀକାକୁଳମ ଏସ୍‌ପି ସାମ୍ବାଦିକ ସମ୍ମିଳନୀରେ ଏହି ସୂଚନା ଦେଇଛନ୍ତି । ଗିରଫ ହୋମଗାର୍ଡ ଗଜପତି ଜିଲ୍ଲାରେ ନିଯୁକ୍ତ ଥିଲେ ବୋଲି ଜଣାପଡ଼ିଛି । ଏହି ଚକ୍ରରେ ଆଉ କିଏ ଜଡ଼ିତ ଅଛନ୍ତି ତାହାର ତଦନ୍ତ ଚାଲିଛି । ଜବତ ଗଞ୍ଜେଇର ବଜାର ମୂଲ୍ୟ ପ୍ରାୟ ୮ ଲକ୍ଷ ଟଙ୍କା ବୋଲି ପୁଲିସ କହିଛି । — [443, 743, 675, 942]
